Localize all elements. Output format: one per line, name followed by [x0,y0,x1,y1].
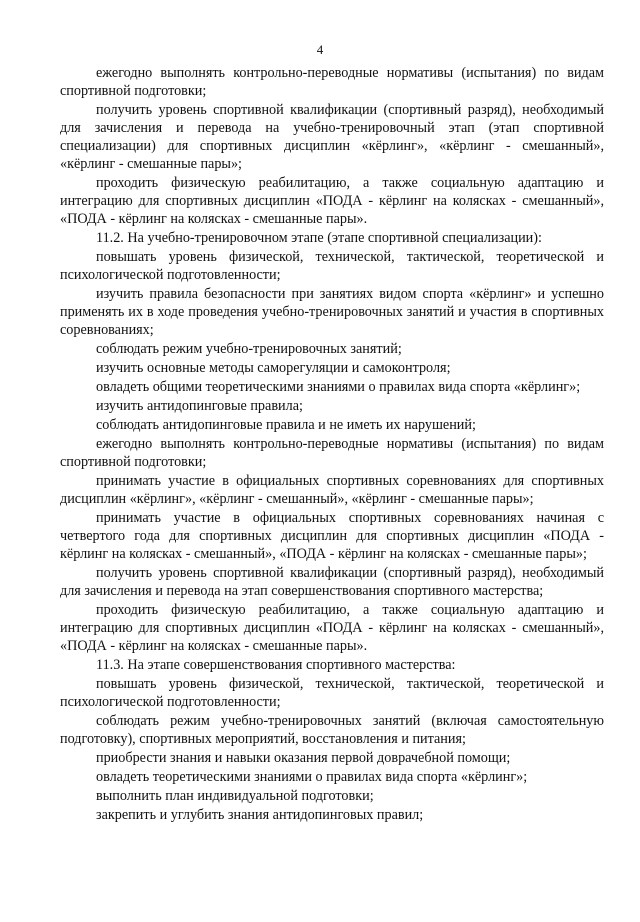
paragraph: овладеть общими теоретическими знаниями о правилах вида спорта «кёрлинг»; [96,379,581,395]
paragraph: проходить физическую реабилитацию, а также социальную адаптацию и интеграцию для спортивных дисциплин «ПОДА - кёрлинг на колясках - смешанный», «ПОДА - кёрлинг на колясках - смешанные пары». [60,602,604,654]
paragraph: изучить основные методы саморегуляции и самоконтроля; [96,360,451,376]
paragraph: соблюдать режим учебно-тренировочных занятий; [96,341,402,357]
paragraph: изучить антидопинговые правила; [96,398,303,414]
paragraph: изучить правила безопасности при занятиях видом спорта «кёрлинг» и успешно применять их в ходе проведения учебно-тренировочных занятий и участия в спортивных соревнованиях; [60,286,604,338]
section-heading: 11.2. На учебно-тренировочном этапе (этапе спортивной специализации): [96,230,542,246]
paragraph: закрепить и углубить знания антидопинговых правил; [96,807,424,823]
paragraph: принимать участие в официальных спортивных соревнованиях для спортивных дисциплин «кёрлинг», «кёрлинг - смешанный», «кёрлинг - смешанные пары»; [60,473,604,507]
paragraph: ежегодно выполнять контрольно-переводные нормативы (испытания) по видам спортивной подготовки; [60,436,604,470]
paragraph: соблюдать антидопинговые правила и не иметь их нарушений; [96,417,476,433]
paragraph: соблюдать режим учебно-тренировочных занятий (включая самостоятельную подготовку), спортивных мероприятий, восстановления и питания; [60,713,604,747]
page-number: 4 [316,42,324,57]
paragraph: овладеть теоретическими знаниями о правилах вида спорта «кёрлинг»; [96,769,528,785]
paragraph: повышать уровень физической, технической, тактической, теоретической и психологической подготовленности; [60,676,604,710]
paragraph: повышать уровень физической, технической, тактической, теоретической и психологической подготовленности; [60,249,604,283]
document-body [60,64,604,825]
paragraph: приобрести знания и навыки оказания первой доврачебной помощи; [96,750,511,766]
paragraph: получить уровень спортивной квалификации (спортивный разряд), необходимый для зачисления и перевода на учебно-тренировочный этап (этап спортивной специализации) для спортивных дисциплин «кёрлинг», «кёрлинг - смешанный», «кёрлинг - смешанные пары»; [60,102,604,172]
section-heading: 11.3. На этапе совершенствования спортивного мастерства: [96,657,456,673]
paragraph: ежегодно выполнять контрольно-переводные нормативы (испытания) по видам спортивной подготовки; [60,65,604,99]
paragraph: получить уровень спортивной квалификации (спортивный разряд), необходимый для зачисления и перевода на этап совершенствования спортивного мастерства; [60,565,604,599]
paragraph: принимать участие в официальных спортивных соревнованиях начиная с четвертого года для спортивных дисциплин для спортивных дисциплин «ПОДА - кёрлинг на колясках - смешанный», «ПОДА - кёрлинг на колясках - смешанные пары»; [60,510,604,562]
paragraph: проходить физическую реабилитацию, а также социальную адаптацию и интеграцию для спортивных дисциплин «ПОДА - кёрлинг на колясках - смешанный», «ПОДА - кёрлинг на колясках - смешанные пары». [60,175,604,227]
paragraph: выполнить план индивидуальной подготовки; [96,788,374,804]
